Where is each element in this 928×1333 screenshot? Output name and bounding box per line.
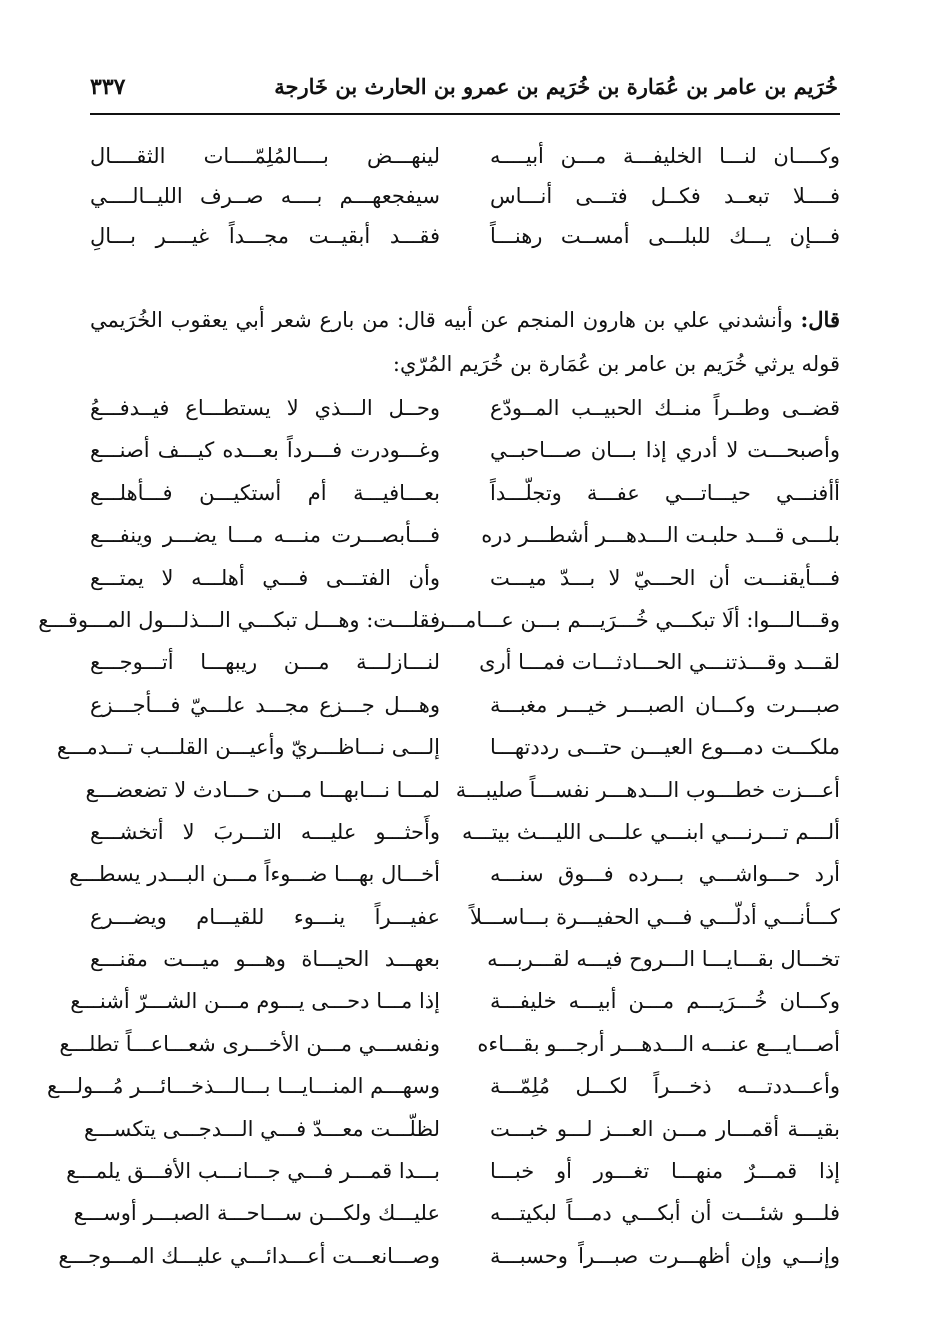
- verse-row: [83, 1109, 840, 1151]
- prose-label: قال:: [800, 307, 840, 332]
- verse-first-hemistich: كـــأنـــي أدلّـــي فـــي الحفيـــرة بـــاســـلاً: [470, 904, 840, 929]
- verse-second-hemistich: وسهـــم المنـــايـــا بـــالـــذخـــائـــر مُـــولـــع: [46, 1074, 440, 1099]
- verse-row: [90, 897, 840, 939]
- verse-row: [46, 1066, 840, 1108]
- verse-row: [70, 981, 840, 1023]
- verse-first-hemistich: وقـــالـــوا: ألَا تبكـــي خُـــرَيـــم بـــن عـــامـــر: [435, 607, 840, 632]
- verse-second-hemistich: وأَحثـــو عليـــه التـــربَ لا أتخشـــع: [90, 819, 440, 844]
- verse-second-hemistich: سيفجعهـــم بــــه صــرف الليــالــــي: [90, 184, 440, 208]
- verse-row: [90, 176, 840, 216]
- verse-first-hemistich: قضــى وطــراً منــك الحبيــب المــودّع: [490, 396, 840, 420]
- verse-row: [56, 727, 840, 769]
- verse-first-hemistich: أصـــايـــع عنـــه الـــدهـــر أرجـــو بقـــاءه: [477, 1031, 840, 1056]
- verse-second-hemistich: فـــأبصـــرت منـــه مـــا يضـــر وينفـــع: [90, 523, 440, 548]
- verse-second-hemistich: لمـــا نـــابهـــا مـــن حـــادث لا تضعضـــع: [85, 777, 440, 802]
- poem-main: [38, 388, 840, 1278]
- verse-row: [90, 216, 840, 256]
- verse-first-hemistich: وكـــان خُـــرَيـــم مـــن أبيـــه خليفـــة: [490, 989, 840, 1014]
- verse-second-hemistich: وحــل الـــذي لا يستطـــاع فيــدفـــعُ: [90, 396, 440, 420]
- verse-second-hemistich: وصـــانعـــت أعـــدائـــي عليـــك المـــوجـــع: [58, 1243, 440, 1268]
- verse-row: [73, 1193, 840, 1235]
- verse-second-hemistich: لظلّـــت معـــدّ فـــي الـــدجـــى يتكســـع: [83, 1116, 440, 1141]
- verse-second-hemistich: بـــدا قمـــر فـــي جـــانـــب الأفـــق يلمـــع: [66, 1159, 440, 1184]
- verse-first-hemistich: بلـــى قـــد حلبـت الـــدهـــر أشطـــر دره: [481, 523, 840, 548]
- header-divider: [90, 113, 840, 115]
- verse-row: [90, 642, 840, 684]
- verse-second-hemistich: عفيـــراً ينـــوء للقيـــام ويضـــرع: [90, 904, 440, 929]
- verse-row: [90, 388, 840, 430]
- verse-first-hemistich: لقـــد وقـــذتنـــي الحـــادثـــات فمـــا أرى: [479, 650, 840, 675]
- verse-row: [85, 770, 840, 812]
- verse-first-hemistich: صبـــرت وكـــان الصبـــر خيـــر مغبـــة: [490, 692, 840, 717]
- verse-first-hemistich: تخـــال بقـــايـــا الـــروح فيـــه لقـــربـــه: [487, 947, 840, 972]
- verse-first-hemistich: أأفنـــي حيـــاتـــي عفـــة وتجلّـــداً: [490, 480, 840, 505]
- verse-second-hemistich: فقلـــت: وهـــل تبكـــي الـــذلـــول المـــوقـــع: [38, 607, 440, 632]
- verse-second-hemistich: بعـــافيـــة أم أستكيـــن فـــأهلـــع: [90, 480, 440, 505]
- verse-row: [90, 939, 840, 981]
- verse-first-hemistich: فـــأيقنـــت أن الحـــيّ لا بـــدّ ميـــت: [490, 565, 840, 590]
- page-number: ٣٣٧: [90, 74, 126, 100]
- verse-row: [90, 515, 840, 557]
- verse-row: [66, 1151, 840, 1193]
- verse-first-hemistich: وكــــان لنـــا الخليفـــة مـــن أبيــــه: [490, 144, 840, 168]
- verse-second-hemistich: وأن الفتـــى فـــي أهلـــه لا يمتـــع: [90, 565, 440, 590]
- poem-top: [90, 136, 840, 256]
- verse-first-hemistich: أرد حـــواشـــي بـــرده فـــوق سنـــه: [490, 862, 840, 887]
- verse-second-hemistich: لنـــازلـــة مـــن ريبهـــا أتـــوجـــع: [90, 650, 440, 675]
- verse-row: [90, 685, 840, 727]
- verse-first-hemistich: فــــلا تبعــد فكــل فتـــى أنـــاس: [490, 184, 840, 208]
- verse-row: [90, 473, 840, 515]
- verse-first-hemistich: وإنـــي وإن أظهـــرت صبـــراً وحسبـــة: [490, 1243, 840, 1268]
- verse-second-hemistich: عليـــك ولكـــن ســـاحـــة الصبـــر أوســـع: [73, 1201, 440, 1226]
- verse-row: [90, 136, 840, 176]
- verse-second-hemistich: لينهـــض بــــالمُلِمّــــات الثقــــال: [90, 144, 440, 168]
- verse-first-hemistich: فـــإن يـــك للبلـــى أمســت رهنـــاً: [490, 224, 840, 248]
- verse-second-hemistich: وغـــودرت فـــرداً بعـــده كيـــف أصنـــع: [90, 438, 440, 463]
- verse-row: [59, 1024, 840, 1066]
- verse-row: [90, 430, 840, 472]
- verse-first-hemistich: ألـــم تـــرنـــي ابنـــي علـــى الليـــث بيتـــه: [462, 819, 840, 844]
- verse-second-hemistich: ونفســـي مـــن الأخـــرى شعـــاعـــاً تطلـــع: [59, 1031, 440, 1056]
- verse-row: [58, 1236, 840, 1278]
- verse-second-hemistich: بعهـــد الحيـــاة وهـــو ميـــت مقنـــع: [90, 947, 440, 972]
- verse-second-hemistich: فقـــد أبقيــت مجـــداً غيــــر بـــالِ: [90, 224, 440, 248]
- verse-row: [90, 558, 840, 600]
- verse-second-hemistich: إلـــى نـــاظـــريّ وأعيـــن القلـــب تـــدمـــع: [56, 735, 440, 760]
- verse-first-hemistich: فلـــو شئـــت أن أبكـــي دمـــاً لبكيتـــه: [490, 1201, 840, 1226]
- verse-second-hemistich: إذا مـــا دحـــى يـــوم مـــن الشـــرّ أشنـــع: [70, 989, 440, 1014]
- verse-first-hemistich: وأصبحـــت لا أدري إذا بـــان صـــاحبــي: [490, 438, 840, 463]
- verse-second-hemistich: أخـــال بهـــا ضـــوءاً مـــن البـــدر يسطـــع: [69, 862, 440, 887]
- verse-first-hemistich: وأعـــددتـــه ذخـــراً لكـــل مُلِمّـــة: [490, 1074, 840, 1099]
- running-title: خُرَيم بن عامر بن عُمَارة بن خُرَيم بن عمرو بن الحارث بن خَارجة: [274, 74, 838, 99]
- verse-first-hemistich: ملكـــت دمـــوع العيـــن حتـــى رددتهـــا: [490, 735, 840, 760]
- verse-row: [38, 600, 840, 642]
- verse-first-hemistich: بقيـــة أقمـــار مـــن العـــز لـــو خبـــت: [490, 1116, 840, 1141]
- verse-first-hemistich: أعـــزت خطـــوب الـــدهـــر نفســـاً صليبـــة: [455, 777, 840, 802]
- prose-text: وأنشدني علي بن هارون المنجم عن أبيه قال: من بارع شعر أبي يعقوب الخُرَيمي قوله يرثي خُرَيم بن عامر بن عُمَارة بن خُرَيم المُرّي:: [90, 308, 840, 376]
- verse-second-hemistich: وهـــل جـــزع مجـــد علـــيّ فـــأجـــزع: [90, 692, 440, 717]
- prose-paragraph: [90, 298, 840, 386]
- verse-row: [90, 812, 840, 854]
- verse-row: [69, 854, 840, 896]
- verse-first-hemistich: إذا قمـــرٌ منهـــا تغـــور أو خبـــا: [490, 1159, 840, 1184]
- page-header: [90, 70, 838, 110]
